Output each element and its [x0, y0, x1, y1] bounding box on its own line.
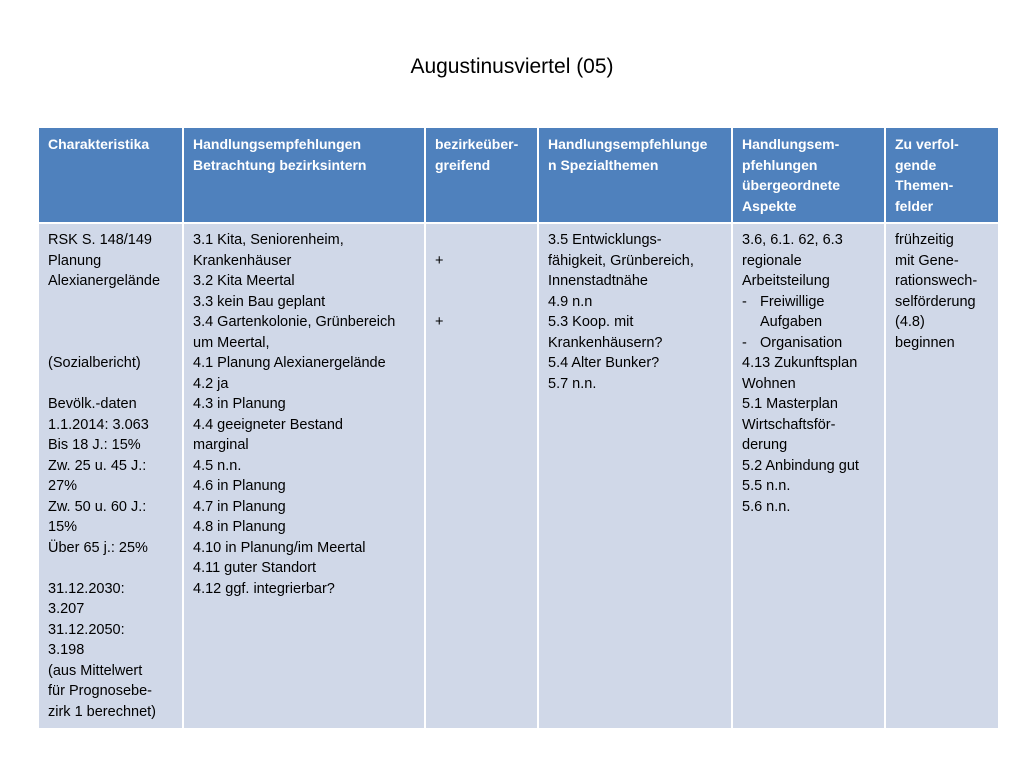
header-themenfelder	[885, 127, 999, 223]
cell-line: 5.1 Masterplan	[742, 396, 838, 412]
cell-line: 3.5 Entwicklungs-	[548, 232, 662, 248]
cell-uebergeordnete-aspekte	[732, 223, 885, 729]
cell-themenfelder	[885, 223, 999, 729]
cell-line: derung	[742, 437, 788, 453]
cell-line: für Prognosebe-	[48, 683, 152, 699]
cell-line: 3.4 Gartenkolonie, Grünbereich	[193, 314, 396, 330]
plus-mark: +	[435, 314, 444, 330]
dash-list-item	[742, 333, 875, 354]
header-charakteristika	[38, 127, 183, 223]
header-line: Charakteristika	[48, 136, 150, 152]
header-line: Handlungsempfehlungen	[193, 136, 361, 152]
header-line: pfehlungen	[742, 156, 818, 173]
cell-line: 4.4 geeigneter Bestand	[193, 416, 343, 433]
cell-line: fähigkeit, Grünbereich,	[548, 252, 694, 269]
cell-line: 5.4 Alter Bunker?	[548, 355, 660, 371]
cell-bezirksintern	[183, 223, 425, 729]
dash-bullet: -	[742, 293, 747, 310]
header-uebergeordnete-aspekte	[732, 127, 885, 223]
cell-line: 27%	[48, 478, 78, 494]
spacer	[48, 312, 173, 333]
cell-line: frühzeitig	[895, 232, 954, 248]
cell-line: Bevölk.-daten	[48, 396, 137, 412]
cell-line: marginal	[193, 437, 249, 453]
spacer	[435, 230, 528, 251]
cell-line: Arbeitsteilung	[742, 273, 830, 289]
header-line: gende	[895, 156, 937, 173]
cell-line: 4.13 Zukunftsplan	[742, 355, 858, 371]
cell-line: 5.2 Anbindung gut	[742, 457, 859, 474]
cell-line: (4.8)	[895, 314, 925, 330]
cell-line: Planung	[48, 252, 102, 269]
cell-line: Wohnen	[742, 375, 796, 392]
cell-line: 4.3 in Planung	[193, 396, 286, 412]
cell-line: 31.12.2030:	[48, 580, 125, 597]
cell-line: RSK S. 148/149	[48, 232, 152, 248]
cell-line: 5.5 n.n.	[742, 478, 791, 494]
header-line: Handlungsem-	[742, 136, 840, 152]
slide-title: Augustinusviertel (05)	[410, 55, 614, 78]
header-line: Handlungsempfehlunge	[548, 136, 708, 152]
header-line: Themen-	[895, 177, 954, 193]
cell-line: (aus Mittelwert	[48, 662, 143, 679]
header-bezirksuebergreifend	[425, 127, 538, 223]
header-line: Zu verfol-	[895, 136, 959, 152]
cell-line: 3.198	[48, 642, 85, 658]
header-spezialthemen	[538, 127, 732, 223]
cell-line: 31.12.2050:	[48, 621, 125, 638]
header-row	[38, 127, 999, 223]
cell-line: 4.11 guter Standort	[193, 560, 317, 576]
cell-line: Freiwillige	[760, 293, 825, 310]
dash-bullet: -	[742, 334, 747, 351]
cell-line: Wirtschaftsför-	[742, 416, 836, 433]
header-line: bezirkeüber-	[435, 136, 519, 152]
cell-line: 3.3 kein Bau geplant	[193, 293, 326, 310]
cell-line: 4.6 in Planung	[193, 478, 286, 494]
header-bezirksintern	[183, 127, 425, 223]
cell-line: um Meertal,	[193, 334, 270, 351]
header-line: Betrachtung bezirksintern	[193, 156, 367, 173]
cell-line: Zw. 50 u. 60 J.:	[48, 498, 147, 515]
cell-line: 3.2 Kita Meertal	[193, 273, 295, 289]
cell-bezirksuebergreifend	[425, 223, 538, 729]
spacer	[48, 292, 173, 313]
cell-line: zirk 1 berechnet)	[48, 703, 156, 720]
spacer	[48, 558, 173, 579]
recommendations-table	[37, 126, 1000, 730]
cell-line: 4.7 in Planung	[193, 498, 286, 515]
cell-line: 4.1 Planung Alexianergelände	[193, 355, 386, 371]
spacer	[48, 333, 173, 354]
cell-line: mit Gene-	[895, 252, 959, 269]
dash-list-item	[742, 292, 875, 333]
cell-line: 4.8 in Planung	[193, 519, 286, 535]
cell-line: 3.207	[48, 601, 85, 617]
spacer	[48, 374, 173, 395]
cell-line: 3.1 Kita, Seniorenheim,	[193, 232, 344, 248]
header-line: übergeordnete	[742, 177, 841, 193]
cell-charakteristika	[38, 223, 183, 729]
cell-line: Organisation	[760, 334, 843, 351]
cell-line: 4.2 ja	[193, 375, 229, 392]
plus-mark: +	[435, 252, 444, 269]
cell-line: 5.7 n.n.	[548, 375, 597, 392]
cell-line: Über 65 j.: 25%	[48, 539, 148, 556]
content-row	[38, 223, 999, 729]
cell-line: 3.6, 6.1. 62, 6.3	[742, 232, 843, 248]
spacer	[435, 292, 528, 313]
cell-line: Innenstadtnähe	[548, 273, 648, 289]
cell-line: Alexianergelände	[48, 273, 161, 289]
cell-line: 4.9 n.n	[548, 293, 593, 310]
cell-line: Bis 18 J.: 15%	[48, 437, 141, 453]
cell-line: Zw. 25 u. 45 J.:	[48, 457, 147, 474]
cell-line: 5.6 n.n.	[742, 498, 791, 515]
cell-line: rationswech-	[895, 273, 978, 289]
cell-line: Aufgaben	[760, 314, 823, 330]
cell-line: 4.12 ggf. integrierbar?	[193, 580, 335, 597]
cell-line: 15%	[48, 519, 78, 535]
cell-line: Krankenhäusern?	[548, 334, 663, 351]
header-line: greifend	[435, 156, 491, 173]
cell-line: regionale	[742, 252, 802, 269]
cell-line: Krankenhäuser	[193, 252, 292, 269]
cell-line: beginnen	[895, 334, 955, 351]
cell-line: (Sozialbericht)	[48, 355, 141, 371]
cell-line: 1.1.2014: 3.063	[48, 416, 149, 433]
spacer	[435, 271, 528, 292]
cell-line: selförderung	[895, 293, 976, 310]
cell-line: 4.10 in Planung/im Meertal	[193, 539, 366, 556]
header-line: n Spezialthemen	[548, 156, 659, 173]
cell-line: 5.3 Koop. mit	[548, 314, 634, 330]
cell-spezialthemen	[538, 223, 732, 729]
header-line: felder	[895, 197, 934, 214]
header-line: Aspekte	[742, 197, 797, 214]
cell-line: 4.5 n.n.	[193, 457, 242, 474]
